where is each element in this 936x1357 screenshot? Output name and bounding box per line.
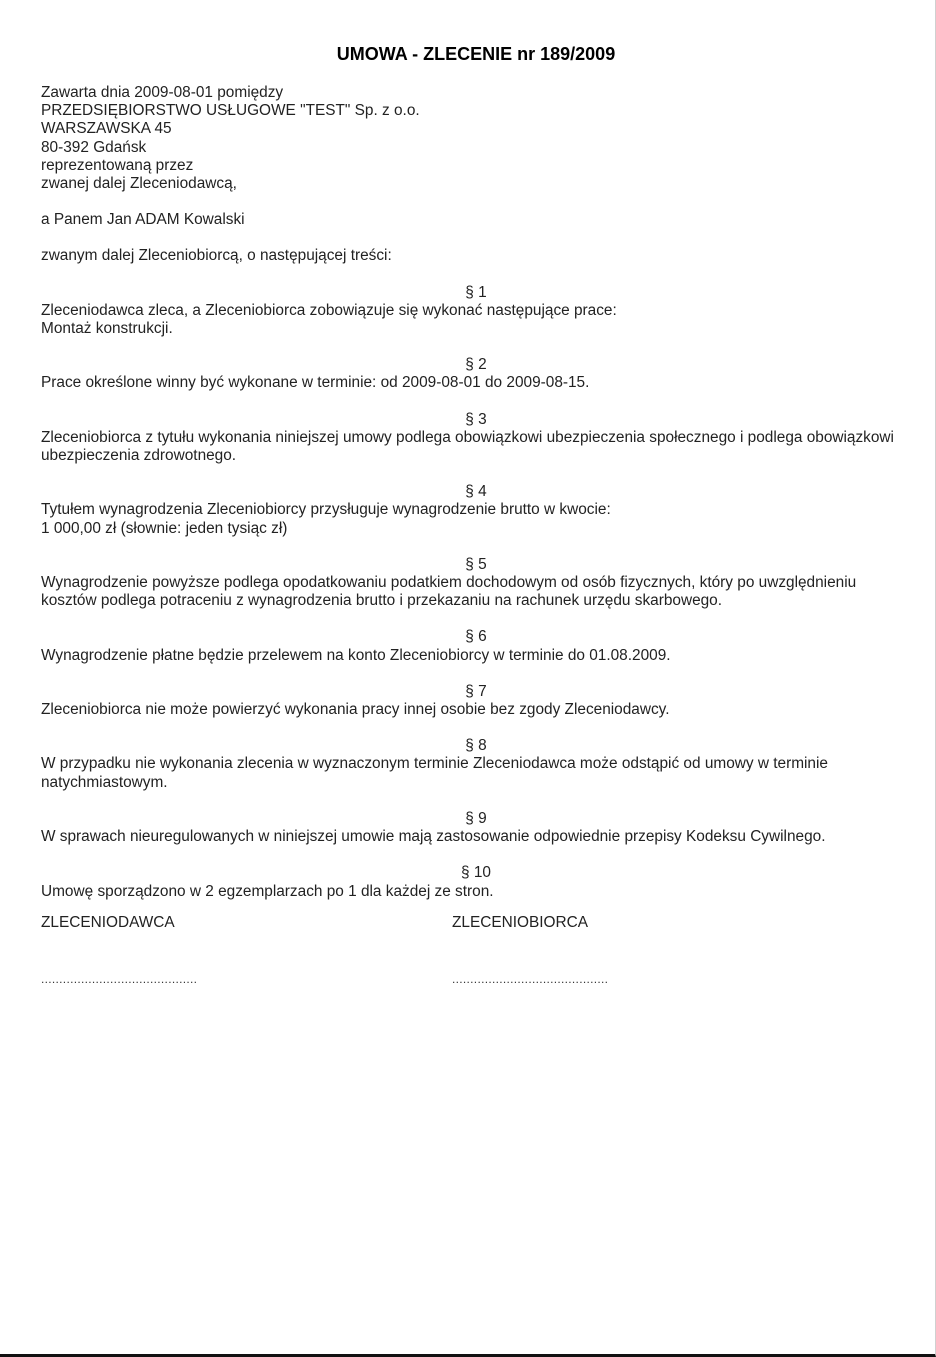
section-2: [41, 356, 911, 392]
intro-line: zwanym dalej Zleceniobiorcą, o następującej treści:: [41, 247, 392, 265]
header-line: zwanej dalej Zleceniodawcą,: [41, 175, 237, 193]
section-text: W sprawach nieuregulowanych w niniejszej umowie mają zastosowanie odpowiednie przepisy Kodeksu Cywilnego.: [41, 828, 826, 846]
section-text: Wynagrodzenie powyższe podlega opodatkowaniu podatkiem dochodowym od osób fizycznych, który po uwzględnieniu kosztów podlega potraceniu z wynagrodzenia brutto i przekazaniu na rachunek urzędu skarbowego.: [41, 574, 857, 610]
section-number: § 5: [465, 555, 487, 573]
section-text: Tytułem wynagrodzenia Zleceniobiorcy przysługuje wynagrodzenie brutto w kwocie:: [41, 501, 611, 519]
header-line: PRZEDSIĘBIORSTWO USŁUGOWE "TEST" Sp. z o.o.: [41, 102, 420, 120]
section-number: § 3: [465, 410, 487, 428]
section-9: [41, 810, 911, 846]
signature-line-principal: ...........................................: [41, 972, 198, 987]
contractor-line: a Panem Jan ADAM Kowalski: [41, 211, 245, 229]
section-8: [41, 737, 911, 792]
section-text: Zleceniobiorca nie może powierzyć wykonania pracy innej osobie bez zgody Zleceniodawcy.: [41, 701, 670, 719]
section-text: W przypadku nie wykonania zlecenia w wyznaczonym terminie Zleceniodawca może odstąpić od umowy w terminie natychmiastowym.: [41, 755, 828, 791]
signature-principal: [41, 914, 341, 988]
section-text: 1 000,00 zł (słownie: jeden tysiąc zł): [41, 519, 288, 537]
section-number: § 2: [465, 356, 487, 374]
section-number: § 8: [465, 737, 487, 755]
section-4: [41, 483, 911, 538]
signature-contractor: [452, 914, 752, 988]
section-7: [41, 683, 911, 719]
section-number: § 4: [465, 483, 487, 501]
header-line: Zawarta dnia 2009-08-01 pomiędzy: [41, 84, 284, 101]
section-text: Umowę sporządzono w 2 egzemplarzach po 1 dla każdej ze stron.: [41, 882, 494, 900]
header-line: 80-392 Gdańsk: [41, 138, 147, 156]
header-line: reprezentowaną przez: [41, 156, 194, 174]
section-number: § 1: [465, 283, 487, 301]
spacer: [41, 229, 911, 247]
section-3: [41, 411, 911, 466]
section-1: [41, 284, 911, 339]
document-title: UMOWA - ZLECENIE nr 189/2009: [336, 44, 616, 64]
parties-block: [41, 84, 911, 266]
section-number: § 9: [465, 809, 487, 827]
section-number: § 10: [461, 864, 491, 882]
signature-label-principal: ZLECENIODAWCA: [41, 914, 175, 931]
header-line: WARSZAWSKA 45: [41, 120, 172, 138]
section-number: § 6: [465, 628, 487, 646]
document-body: [41, 84, 911, 901]
section-6: [41, 628, 911, 664]
section-number: § 7: [465, 682, 487, 700]
section-text: Wynagrodzenie płatne będzie przelewem na konto Zleceniobiorcy w terminie do 01.08.2009.: [41, 646, 671, 664]
section-text: Zleceniodawca zleca, a Zleceniobiorca zobowiązuje się wykonać następujące prace:: [41, 301, 617, 319]
section-10: [41, 864, 911, 900]
section-5: [41, 556, 911, 611]
spacer: [41, 193, 911, 211]
section-text: Prace określone winny być wykonane w terminie: od 2009-08-01 do 2009-08-15.: [41, 374, 590, 392]
section-text: Zleceniobiorca z tytułu wykonania niniejszej umowy podlega obowiązkowi ubezpieczenia społecznego i podlega obowiązkowi ubezpieczenia zdrowotnego.: [41, 428, 894, 465]
section-text: Montaż konstrukcji.: [41, 320, 173, 338]
signature-line-contractor: ...........................................: [452, 972, 609, 987]
signature-label-contractor: ZLECENIOBIORCA: [452, 914, 588, 931]
